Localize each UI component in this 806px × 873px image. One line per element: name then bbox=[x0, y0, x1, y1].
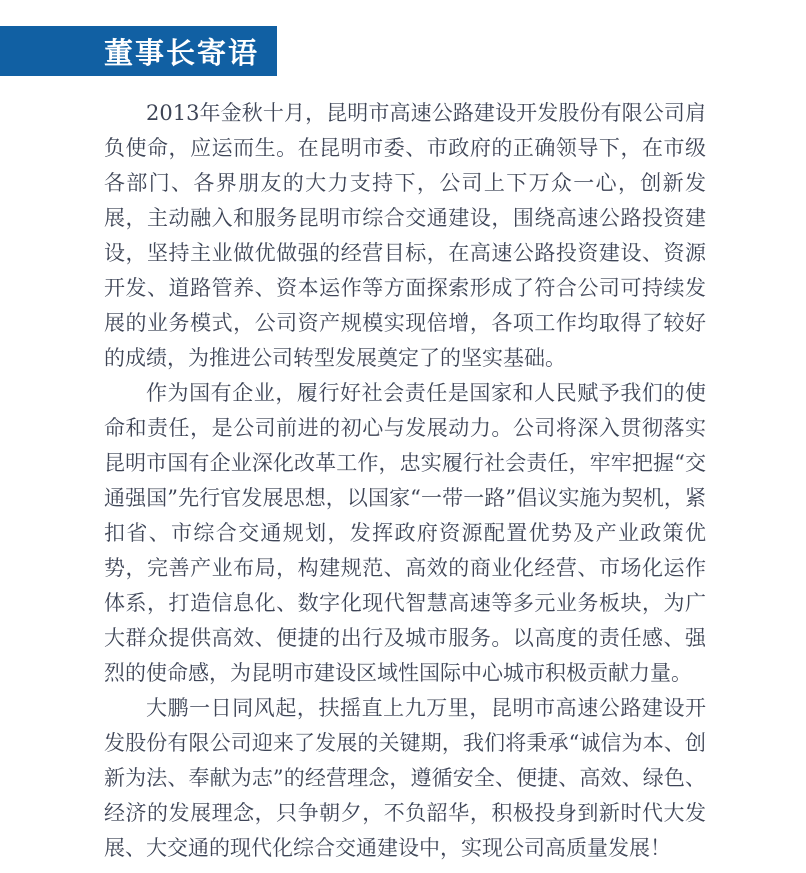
section-title-banner bbox=[0, 26, 277, 76]
paragraph-future-outlook: 大鹏一日同风起，扶摇直上九万里，昆明市高速公路建设开发股份有限公司迎来了发展的关键期，我们将秉承“诚信为本、创新为法、奉献为志”的经营理念，遵循安全、便捷、高效、绿色、经济的发展理念，只争朝夕，不负韶华，积极投身到新时代大发展、大交通的现代化综合交通建设中，实现公司高质量发展！ bbox=[104, 696, 706, 860]
paragraph-social-responsibility: 作为国有企业，履行好社会责任是国家和人民赋予我们的使命和责任，是公司前进的初心与发展动力。公司将深入贯彻落实昆明市国有企业深化改革工作，忠实履行社会责任，牢牢把握“交通强国”先行官发展思想，以国家“一带一路”倡议实施为契机，紧扣省、市综合交通规划，发挥政府资源配置优势及产业政策优势，完善产业布局，构建规范、高效的商业化经营、市场化运作体系，打造信息化、数字化现代智慧高速等多元业务板块，为广大群众提供高效、便捷的出行及城市服务。以高度的责任感、强烈的使命感，为昆明市建设区域性国际中心城市积极贡献力量。 bbox=[104, 381, 706, 685]
section-title: 董事长寄语 bbox=[103, 35, 259, 70]
chairman-message-text bbox=[104, 96, 706, 866]
paragraph-company-founding: 2013年金秋十月，昆明市高速公路建设开发股份有限公司肩负使命，应运而生。在昆明市委、市政府的正确领导下，在市级各部门、各界朋友的大力支持下，公司上下万众一心，创新发展，主动融入和服务昆明市综合交通建设，围绕高速公路投资建设，坚持主业做优做强的经营目标，在高速公路投资建设、资源开发、道路管养、资本运作等方面探索形成了符合公司可持续发展的业务模式，公司资产规模实现倍增，各项工作均取得了较好的成绩，为推进公司转型发展奠定了的坚实基础。 bbox=[104, 101, 706, 370]
